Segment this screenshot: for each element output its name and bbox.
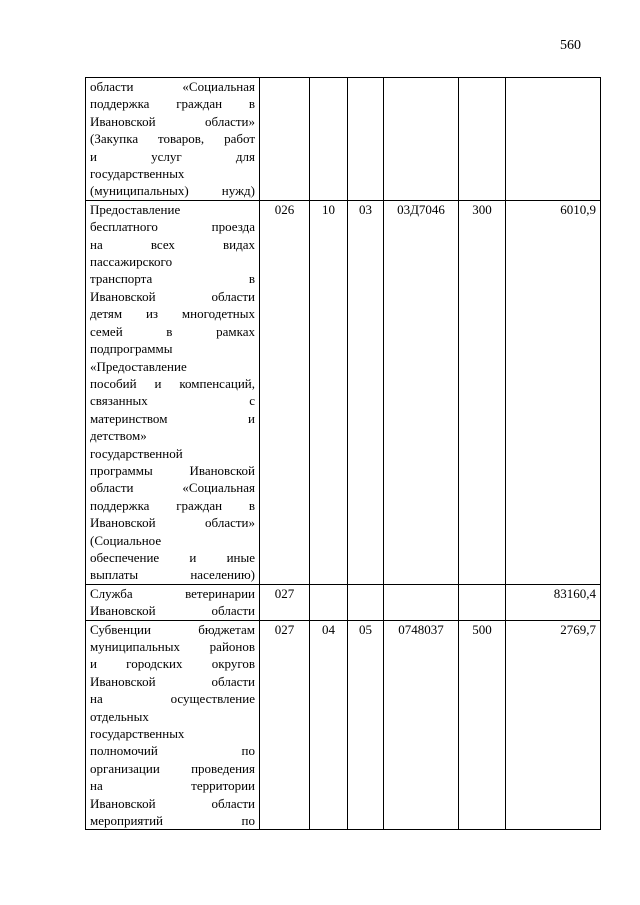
description-line: пассажирского: [90, 254, 173, 270]
amount-cell: [506, 78, 601, 201]
description-line: поддержка граждан в: [90, 96, 255, 112]
description-line: детям из многодетных: [90, 306, 255, 322]
description-line: детством»: [90, 428, 147, 444]
expense-type-cell: 300: [459, 200, 506, 584]
description-line: Ивановской области: [90, 673, 255, 689]
description-line: (Социальное: [90, 532, 162, 548]
subsection-code-cell: [348, 78, 384, 201]
target-article-cell: [384, 78, 459, 201]
description-line: связанных с: [90, 393, 255, 409]
description-line: обеспечение и иные: [90, 549, 255, 565]
description-cell: [86, 584, 260, 620]
admin-code-cell: [260, 78, 310, 201]
description-line: пособий и компенсаций,: [90, 375, 255, 391]
target-article-cell: [384, 584, 459, 620]
description-line: транспорта в: [90, 271, 255, 287]
target-article-cell: 03Д7046: [384, 200, 459, 584]
description-line: подпрограммы: [90, 341, 173, 357]
description-line: Ивановской области»: [90, 113, 255, 129]
section-code-cell: [310, 78, 348, 201]
description-line: «Предоставление: [90, 358, 187, 374]
description-line: полномочий по: [90, 743, 255, 759]
description-line: Ивановской области»: [90, 515, 255, 531]
description-line: государственных: [90, 166, 185, 182]
subsection-code-cell: 03: [348, 200, 384, 584]
description-line: выплаты населению): [90, 567, 255, 583]
page-number: 560: [560, 38, 581, 53]
admin-code-cell: 027: [260, 584, 310, 620]
amount-cell: 83160,4: [506, 584, 601, 620]
table-row: [86, 620, 601, 830]
description-line: организации проведения: [90, 760, 255, 776]
amount-cell: 6010,9: [506, 200, 601, 584]
description-line: муниципальных районов: [90, 639, 255, 654]
description-line: мероприятий по: [90, 813, 255, 829]
description-line: на осуществление: [90, 691, 255, 707]
admin-code-cell: 026: [260, 200, 310, 584]
description-line: Ивановской области: [90, 603, 255, 619]
description-line: и городских округов: [90, 656, 255, 672]
table-row: [86, 78, 601, 201]
section-code-cell: [310, 584, 348, 620]
section-code-cell: 04: [310, 620, 348, 830]
admin-code-cell: 027: [260, 620, 310, 830]
description-line: Субвенции бюджетам: [90, 621, 255, 637]
description-line: государственной: [90, 445, 183, 461]
description-line: на всех видах: [90, 236, 255, 252]
description-line: на территории: [90, 778, 255, 794]
description-line: и услуг для: [90, 148, 255, 164]
expense-type-cell: 500: [459, 620, 506, 830]
description-line: государственных: [90, 726, 185, 742]
description-cell: [86, 78, 260, 201]
description-line: семей в рамках: [90, 323, 255, 339]
description-line: Предоставление: [90, 201, 181, 217]
description-line: области «Социальная: [90, 480, 255, 496]
description-cell: [86, 620, 260, 830]
description-line: бесплатного проезда: [90, 219, 255, 235]
table-row: [86, 200, 601, 584]
description-line: (Закупка товаров, работ: [90, 131, 255, 147]
description-line: области «Социальная: [90, 79, 255, 94]
description-line: программы Ивановской: [90, 462, 255, 478]
table-row: [86, 584, 601, 620]
description-line: отдельных: [90, 708, 149, 724]
description-cell: [86, 200, 260, 584]
target-article-cell: 0748037: [384, 620, 459, 830]
budget-table: [85, 77, 601, 830]
expense-type-cell: [459, 78, 506, 201]
subsection-code-cell: [348, 584, 384, 620]
amount-cell: 2769,7: [506, 620, 601, 830]
expense-type-cell: [459, 584, 506, 620]
budget-table-body: [86, 78, 601, 830]
description-line: (муниципальных) нужд): [90, 183, 255, 199]
description-line: материнством и: [90, 410, 255, 426]
description-line: Ивановской области: [90, 795, 255, 811]
description-line: поддержка граждан в: [90, 497, 255, 513]
subsection-code-cell: 05: [348, 620, 384, 830]
section-code-cell: 10: [310, 200, 348, 584]
description-line: Ивановской области: [90, 288, 255, 304]
description-line: Служба ветеринарии: [90, 585, 255, 601]
